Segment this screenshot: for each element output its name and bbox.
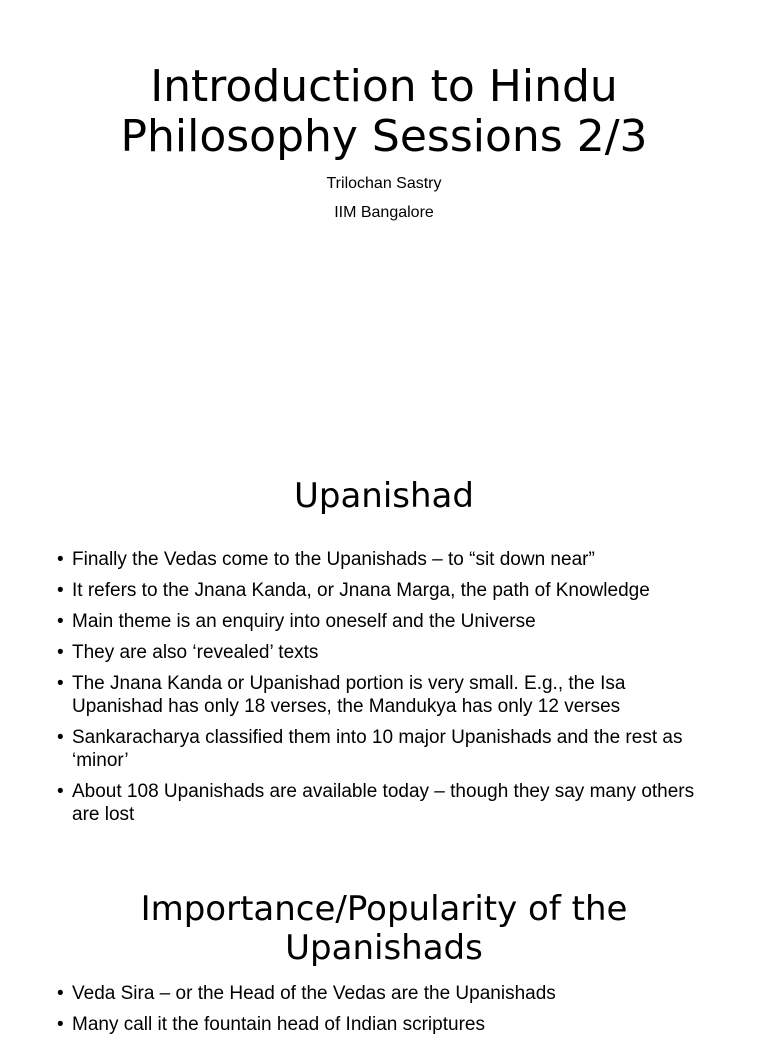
bullet-text: Many call it the fountain head of Indian scriptures: [72, 1014, 485, 1035]
bullet-item: [0, 548, 768, 571]
slide-title: Introduction to Hindu Philosophy Sessions 2/3: [120, 61, 648, 162]
bullet-item: [0, 641, 768, 664]
bullet-icon: •: [57, 611, 64, 632]
author-affiliation: IIM Bangalore: [334, 204, 434, 221]
bullet-icon: •: [57, 1014, 64, 1035]
bullet-list: [0, 548, 768, 826]
bullet-text: The Jnana Kanda or Upanishad portion is very small. E.g., the Isa Upanishad has only 18 verses, the Mandukya has only 12 verses: [72, 673, 626, 717]
bullet-text: Main theme is an enquiry into oneself and the Universe: [72, 611, 536, 632]
bullet-icon: •: [57, 781, 64, 802]
bullet-item: [0, 780, 768, 826]
bullet-text: Sankaracharya classified them into 10 major Upanishads and the rest as ‘minor’: [72, 727, 683, 771]
bullet-item: [0, 610, 768, 633]
author-name: Trilochan Sastry: [326, 175, 442, 192]
bullet-item: [0, 672, 768, 718]
upanishad-slide: [0, 474, 768, 834]
bullet-text: About 108 Upanishads are available today – though they say many others are lost: [72, 781, 695, 825]
bullet-text: It refers to the Jnana Kanda, or Jnana Marga, the path of Knowledge: [72, 580, 650, 601]
bullet-text: Finally the Vedas come to the Upanishads – to “sit down near”: [72, 549, 595, 570]
bullet-item: [0, 726, 768, 772]
bullet-icon: •: [57, 580, 64, 601]
bullet-icon: •: [57, 673, 64, 694]
bullet-item: [0, 579, 768, 602]
importance-slide: [0, 890, 768, 1044]
bullet-item: [0, 1013, 768, 1036]
slide-title: Upanishad: [294, 476, 474, 516]
bullet-icon: •: [57, 983, 64, 1004]
title-slide: [0, 62, 768, 223]
bullet-text: Veda Sira – or the Head of the Vedas are the Upanishads: [72, 983, 556, 1004]
bullet-list: [0, 982, 768, 1036]
bullet-icon: •: [57, 549, 64, 570]
bullet-icon: •: [57, 642, 64, 663]
bullet-text: They are also ‘revealed’ texts: [72, 642, 319, 663]
bullet-icon: •: [57, 727, 64, 748]
bullet-item: [0, 982, 768, 1005]
slide-title: Importance/Popularity of the Upanishads: [140, 889, 628, 968]
